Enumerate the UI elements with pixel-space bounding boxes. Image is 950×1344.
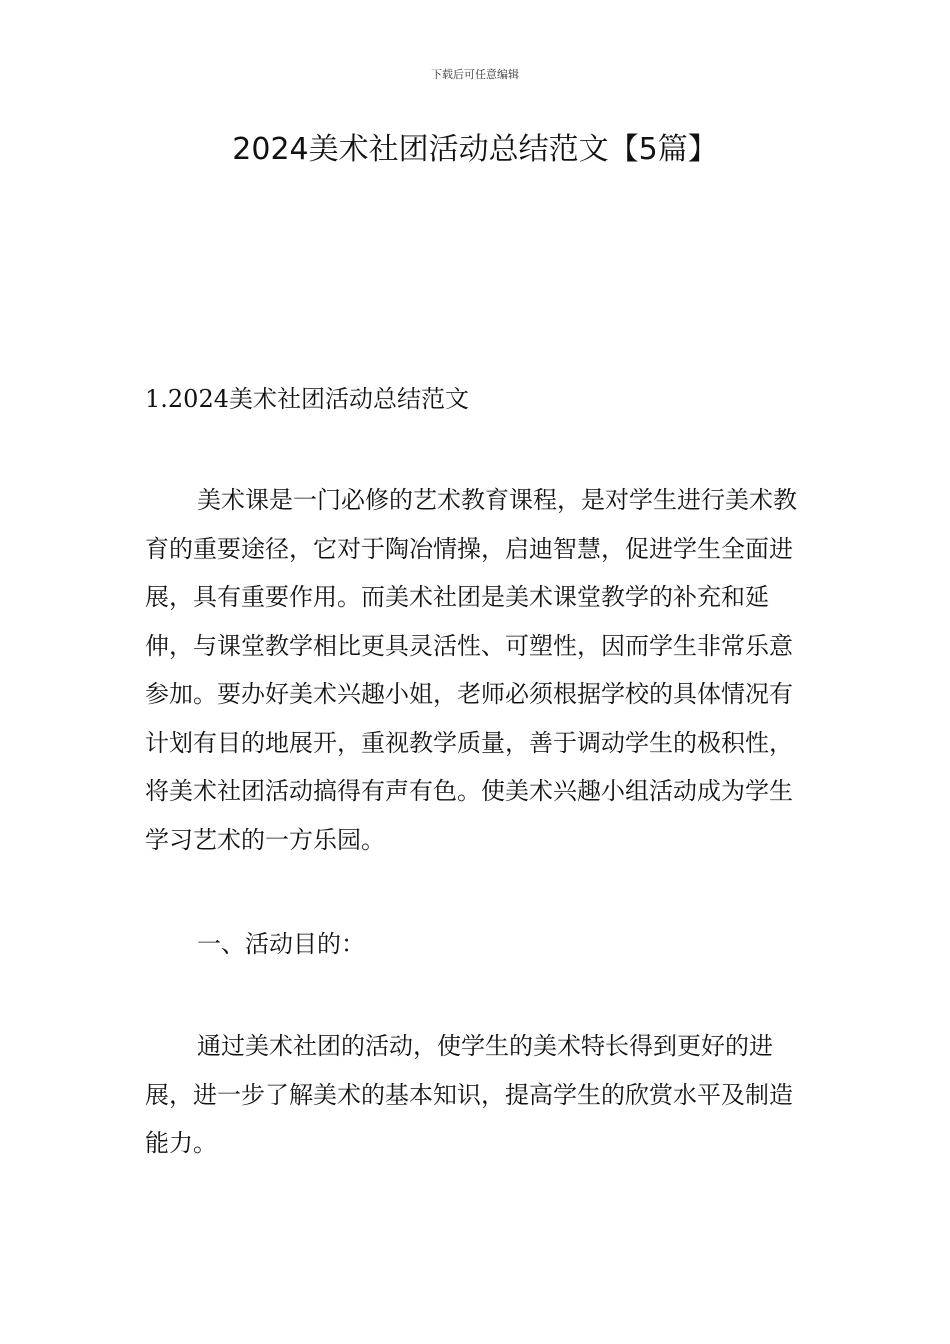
- document-title: 2024美术社团活动总结范文【5篇】: [232, 132, 718, 167]
- header-note: 下载后可任意编辑: [431, 68, 519, 81]
- paragraph-activity-purpose: 通过美术社团的活动，使学生的美术特长得到更好的进展，进一步了解美术的基本知识，提高学生的欣赏水平及制造能力。: [145, 1032, 793, 1157]
- section-heading: 1.2024美术社团活动总结范文: [145, 385, 469, 413]
- paragraph-intro: 美术课是一门必修的艺术教育课程，是对学生进行美术教育的重要途径，它对于陶冶情操，启迪智慧，促进学生全面进展，具有重要作用。而美术社团是美术课堂教学的补充和延伸，与课堂教学相比更具灵活性、可塑性，因而学生非常乐意参加。要办好美术兴趣小姐，老师必须根据学校的具体情况有计划有目的地展开，重视教学质量，善于调动学生的极积性，将美术社团活动搞得有声有色。使美术兴趣小组活动成为学生学习艺术的一方乐园。: [145, 486, 797, 854]
- sub-heading-activity-purpose: 一、活动目的：: [197, 930, 365, 958]
